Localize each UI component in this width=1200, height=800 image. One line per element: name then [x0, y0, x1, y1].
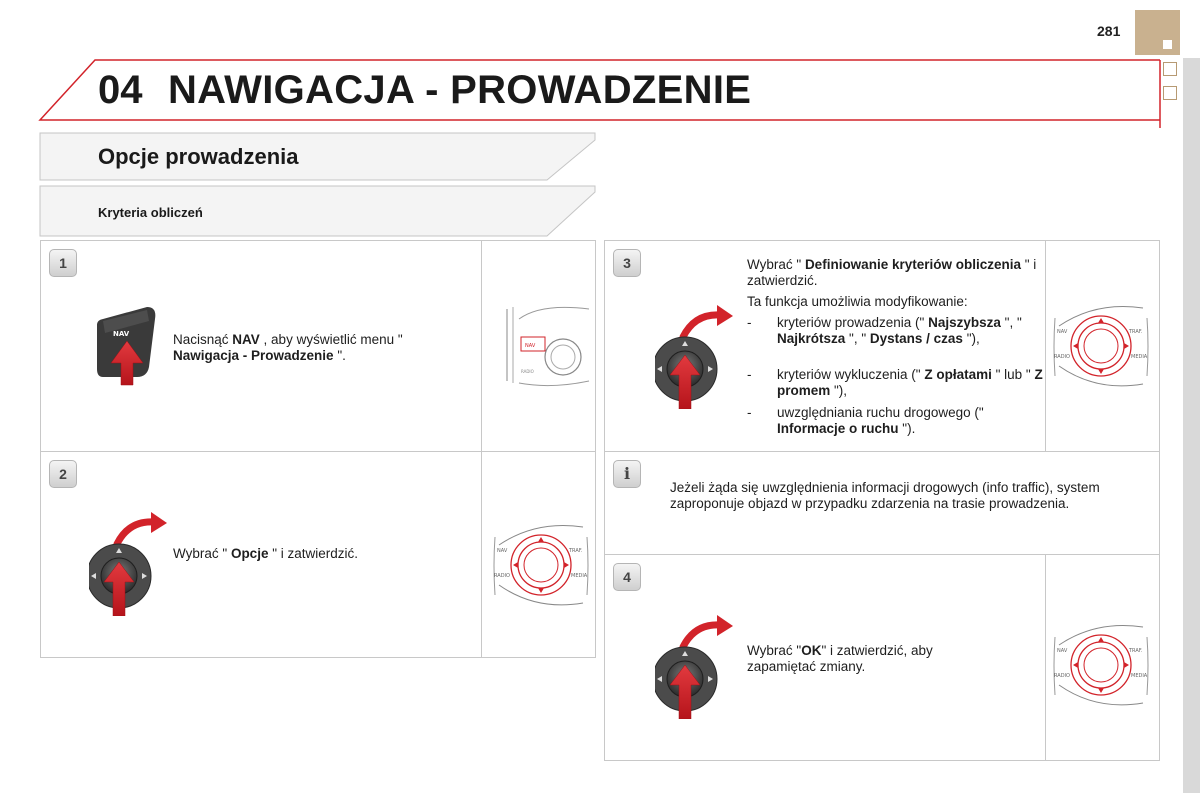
svg-text:TRAF.: TRAF. — [1129, 648, 1143, 654]
page-edge-bar — [1183, 58, 1200, 793]
control-panel-icon — [491, 515, 591, 615]
step-number-badge: 3 — [613, 249, 641, 277]
svg-text:RADIO: RADIO — [1054, 354, 1070, 360]
step-3-lead: Ta funkcja umożliwia modyfikowanie: — [747, 294, 968, 309]
rotary-knob-icon — [655, 303, 737, 409]
head-unit-nav-icon — [501, 299, 593, 391]
step-3-intro: Wybrać " Definiowanie kryteriów obliczenia " i zatwierdzić. — [747, 257, 1037, 288]
rotary-knob-icon — [655, 613, 737, 719]
section-title: Opcje prowadzenia — [98, 144, 299, 169]
subsection-title: Kryteria obliczeń — [98, 205, 203, 220]
svg-text:NAV: NAV — [1057, 648, 1068, 654]
page-number: 281 — [1097, 23, 1121, 39]
svg-text:MEDIA: MEDIA — [1131, 354, 1148, 360]
info-box — [604, 451, 1160, 555]
svg-text:TRAF.: TRAF. — [1129, 329, 1143, 335]
step-number-badge: 1 — [49, 249, 77, 277]
chapter-title: NAWIGACJA - PROWADZENIE — [168, 68, 752, 112]
svg-text:NAV: NAV — [1057, 329, 1068, 335]
step-2-box — [40, 451, 596, 658]
svg-text:NAV: NAV — [525, 343, 536, 349]
info-text: Jeżeli żąda się uwzględnienia informacji drogowych (info traffic), system zaproponuje objazd w przypadku zdarzenia na trasie prowadzenia. — [670, 480, 1100, 511]
step-2-text: Wybrać " Opcje " i zatwierdzić. — [173, 546, 359, 561]
step-4-text: Wybrać "OK" i zatwierdzić, aby zapamiętać zmiany. — [747, 643, 933, 674]
step-4-box — [604, 554, 1160, 761]
svg-text:RADIO: RADIO — [494, 573, 510, 579]
svg-text:MEDIA: MEDIA — [1131, 673, 1148, 679]
control-panel-icon — [1051, 296, 1151, 396]
step-1-text: Nacisnąć NAV , aby wyświetlić menu " Nawigacja - Prowadzenie ". — [173, 332, 403, 363]
step-3-box: 3 Wybrać " Definiowanie kryteriów obliczenia " i zatwierdzić. Ta funkcja umożliwia modyfikowanie: - kryteriów prowadzenia (" Najszybsza ", " Najkrótsza ", " Dystans / czas "), - kryteriów wykluczenia (" Z opłatami " lub " Z promem "), - uwzględniania ruchu drogowego (" Informacje o ruchu "). NAV TRAF. RADIO MEDIA — [604, 240, 1160, 452]
nav-button-icon — [97, 307, 167, 387]
step-number-badge: 4 — [613, 563, 641, 591]
svg-text:TRAF.: TRAF. — [569, 548, 583, 554]
step-1-box — [40, 240, 596, 452]
svg-text:MEDIA: MEDIA — [571, 573, 588, 579]
step-number-badge: 2 — [49, 460, 77, 488]
svg-text:RADIO: RADIO — [521, 369, 534, 374]
info-icon: i — [613, 460, 641, 488]
nav-button-label: NAV — [113, 330, 130, 338]
svg-text:RADIO: RADIO — [1054, 673, 1070, 679]
chapter-number: 04 — [98, 68, 143, 112]
svg-text:NAV: NAV — [497, 548, 508, 554]
control-panel-icon — [1051, 615, 1151, 715]
rotary-knob-icon — [89, 510, 171, 616]
